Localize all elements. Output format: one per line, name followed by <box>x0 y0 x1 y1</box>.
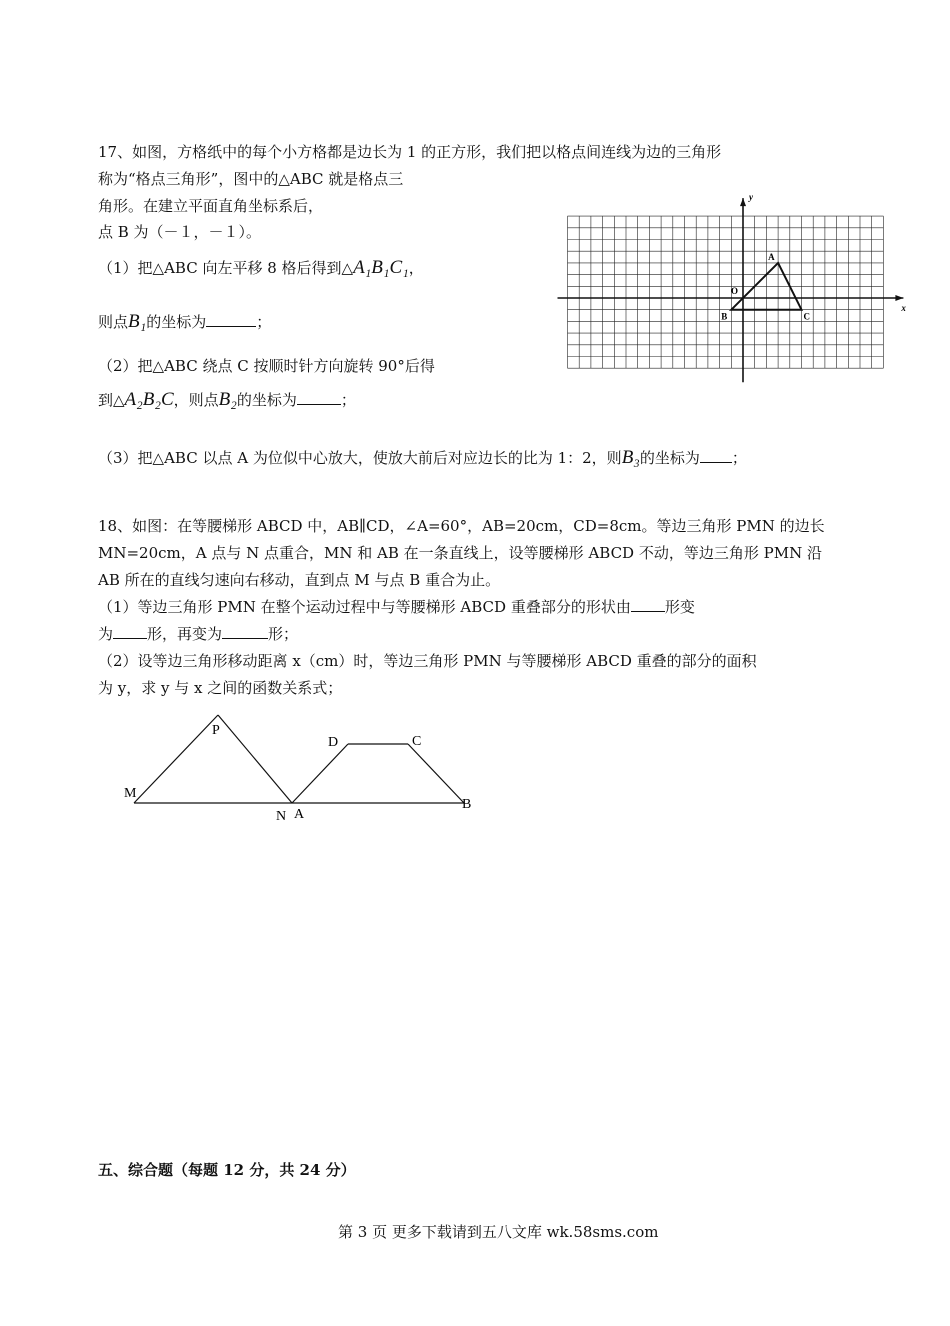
q17-part1-text: （1）把△ABC 向左平移 8 格后得到△ <box>98 259 354 277</box>
q17-part2-pre: 到△ <box>98 391 125 409</box>
q17-part3 <box>98 448 747 468</box>
q18-line3: AB 所在的直线匀速向右移动，直到点 M 与点 B 重合为止。 <box>98 571 501 589</box>
q17-part1-post: 的坐标为 <box>146 313 207 331</box>
q18-part1b-end: 形； <box>268 625 299 643</box>
q17-part1-point: B₁ <box>128 311 147 332</box>
q17-part2-punct: ； <box>340 391 356 409</box>
label-point-b: B <box>721 311 728 322</box>
label-axis-y: y <box>749 192 753 203</box>
q18-line1: 18、如图：在等腰梯形 ABCD 中，AB∥CD，∠A=60°，AB=20cm，CD=8cm。等边三角形 PMN 的边长 <box>98 517 825 535</box>
q17-part2-point: B₂ <box>218 389 237 410</box>
answer-blank-6[interactable] <box>222 624 268 639</box>
answer-blank-3[interactable] <box>700 448 732 463</box>
q17-part2-post: 的坐标为 <box>236 391 297 409</box>
label-m: M <box>124 786 137 801</box>
q17-line2: 称为“格点三角形”，图中的△ABC 就是格点三 <box>98 170 404 188</box>
segment-mp <box>134 715 218 803</box>
segment-cb <box>408 744 464 803</box>
y-axis-arrow <box>740 198 746 206</box>
q17-part3-punct: ； <box>731 449 747 467</box>
x-axis-arrow <box>895 295 903 301</box>
label-point-c: C <box>803 311 810 322</box>
segment-pn <box>218 715 292 803</box>
answer-blank-4[interactable] <box>631 597 665 612</box>
q18-part1b-pre: 为 <box>98 625 114 643</box>
segment-ad <box>292 744 348 803</box>
label-p: P <box>212 723 220 738</box>
q17-part1-pre: 则点 <box>98 313 129 331</box>
q17-line3: 角形。在建立平面直角坐标系后， <box>98 197 324 215</box>
label-a: A <box>294 807 305 822</box>
q18-part1-end: 形变 <box>664 598 695 616</box>
q17-part1-end: ， <box>408 259 424 277</box>
label-origin: O <box>731 286 739 296</box>
coordinate-grid-figure <box>560 188 920 403</box>
q17-part2: （2）把△ABC 绕点 C 按顺时针方向旋转 90°后得 <box>98 357 435 375</box>
page-footer: 第 3 页 更多下载请到五八文库 wk.58sms.com <box>338 1223 659 1241</box>
label-n: N <box>276 809 287 824</box>
label-axis-x: x <box>901 303 906 313</box>
label-c: C <box>412 734 422 749</box>
q17-part2-mid: ，则点 <box>173 391 219 409</box>
q17-part3-point: B₃ <box>621 447 640 468</box>
triangle-trapezoid-figure <box>118 712 488 827</box>
q18-part1b <box>98 624 298 644</box>
q17-part1 <box>98 258 424 278</box>
q17-part3-post: 的坐标为 <box>639 449 700 467</box>
q17-part2-triangle: A₂B₂C <box>124 389 174 410</box>
label-d: D <box>328 735 339 750</box>
q17-line1: 17、如图，方格纸中的每个小方格都是边长为 1 的正方形，我们把以格点间连线为边的三角形 <box>98 143 722 161</box>
q17-part1-answer <box>98 312 271 332</box>
section-5-heading: 五、综合题（每题 12 分，共 24 分） <box>98 1161 356 1179</box>
q18-part1b-mid: 形，再变为 <box>147 625 223 643</box>
q17-part2-answer <box>98 390 356 410</box>
q18-part1-text: （1）等边三角形 PMN 在整个运动过程中与等腰梯形 ABCD 重叠部分的形状由 <box>98 598 631 616</box>
answer-blank-5[interactable] <box>113 624 147 639</box>
label-b: B <box>462 797 472 812</box>
answer-blank-2[interactable] <box>297 390 341 405</box>
q17-part1-triangle: A₁B₁C₁ <box>353 257 409 278</box>
q17-part1-punct: ； <box>256 313 272 331</box>
q17-line4: 点 B 为（－１，－１）。 <box>98 223 262 241</box>
q18-line2: MN=20cm，A 点与 N 点重合，MN 和 AB 在一条直线上，设等腰梯形 ABCD 不动，等边三角形 PMN 沿 <box>98 544 822 562</box>
q18-part2b: 为 y，求 y 与 x 之间的函数关系式； <box>98 679 343 697</box>
q18-part2: （2）设等边三角形移动距离 x（cm）时，等边三角形 PMN 与等腰梯形 ABCD 重叠的部分的面积 <box>98 652 757 670</box>
label-point-a: A <box>768 251 775 262</box>
q18-part1 <box>98 597 695 617</box>
q17-part3-text: （3）把△ABC 以点 A 为位似中心放大，使放大前后对应边长的比为 1：2，则 <box>98 449 622 467</box>
answer-blank-1[interactable] <box>206 312 256 327</box>
